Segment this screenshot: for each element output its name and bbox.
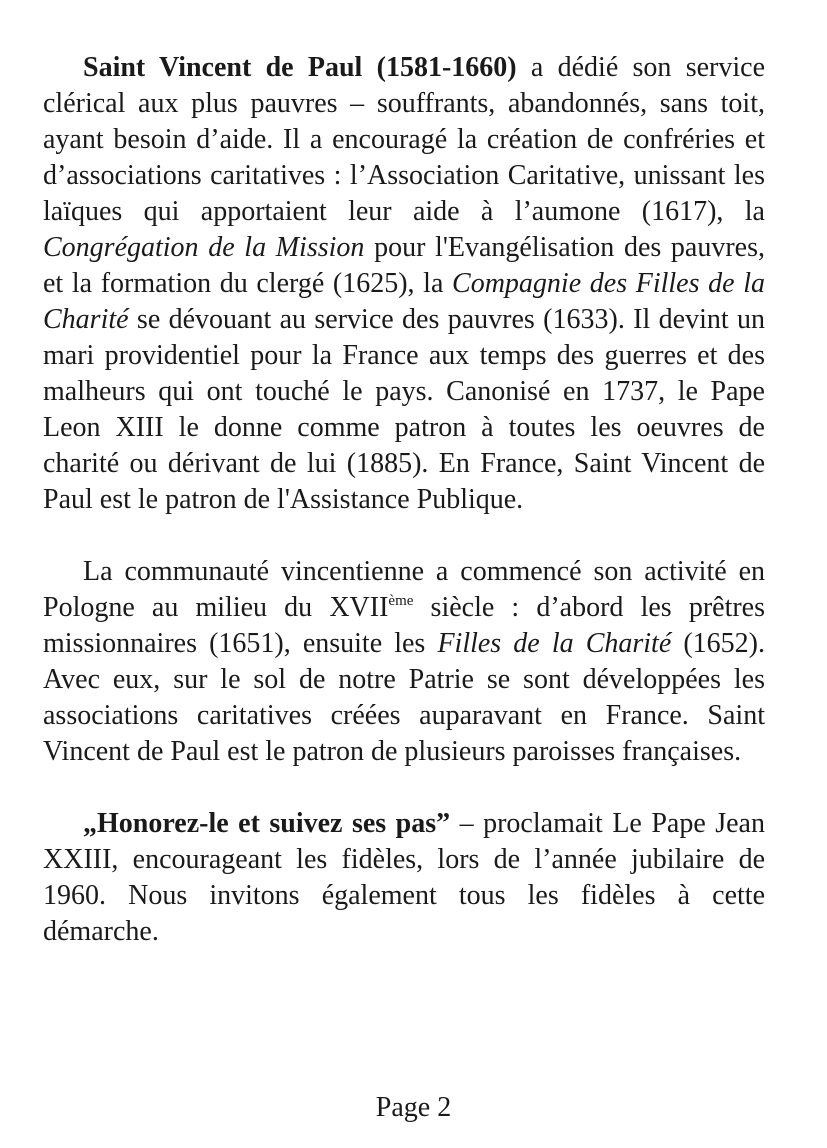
paragraph-text: a dédié son service clérical aux plus pauvres – souffrants, abandonnés, sans toit, ayant besoin d’aide. Il a encouragé la création de confréries et d’associations caritatives : l’Association Caritative, unissant les laïques qui apportaient leur aide à l’aumone (1617), la: [43, 52, 765, 227]
paragraph-text: La communauté vincentienne a commencé son activité en Pologne au milieu du XVII: [43, 556, 765, 623]
superscript-eme: ème: [388, 593, 414, 609]
page-number: Page 2: [375, 1092, 452, 1123]
italic-filles-de-la-charite: Filles de la Charité: [437, 628, 672, 659]
paragraph-vincentian-community-poland: [43, 554, 765, 770]
italic-compagnie-des-filles-de-la-charite: Compagnie des Filles de la Charité: [43, 268, 765, 335]
paragraph-text: se dévouant au service des pauvres (1633). Il devint un mari providentiel pour la France aux temps des guerres et des malheurs qui ont touché le pays. Canonisé en 1737, le Pape Leon XIII le donne comme patron à toutes les oeuvres de charité ou dérivant de lui (1885). En France, Saint Vincent de Paul est le patron de l'Assistance Publique.: [43, 304, 765, 515]
paragraph-text: (1652). Avec eux, sur le sol de notre Patrie se sont développées les associations caritatives créées auparavant en France. Saint Vincent de Paul est le patron de plusieurs paroisses françaises.: [43, 628, 765, 767]
heading-saint-vincent-de-paul: Saint Vincent de Paul (1581-1660): [83, 52, 517, 83]
paragraph-text: – proclamait Le Pape Jean XXIII, encourageant les fidèles, lors de l’année jubilaire de 1960. Nous invitons également tous les fidèles à cette démarche.: [43, 808, 765, 947]
paragraph-text: pour l'Evangélisation des pauvres, et la formation du clergé (1625), la: [43, 232, 765, 299]
paragraph-saint-vincent-biography: [43, 50, 765, 518]
paragraph-honorez-le-quote: [43, 806, 765, 950]
paragraph-text: siècle : d’abord les prêtres missionnaires (1651), ensuite les: [43, 592, 765, 659]
document-page: [43, 50, 765, 950]
italic-congregation-de-la-mission: Congrégation de la Mission: [43, 232, 365, 263]
quote-honorez-le-et-suivez-ses-pas: „Honorez-le et suivez ses pas”: [83, 808, 451, 839]
